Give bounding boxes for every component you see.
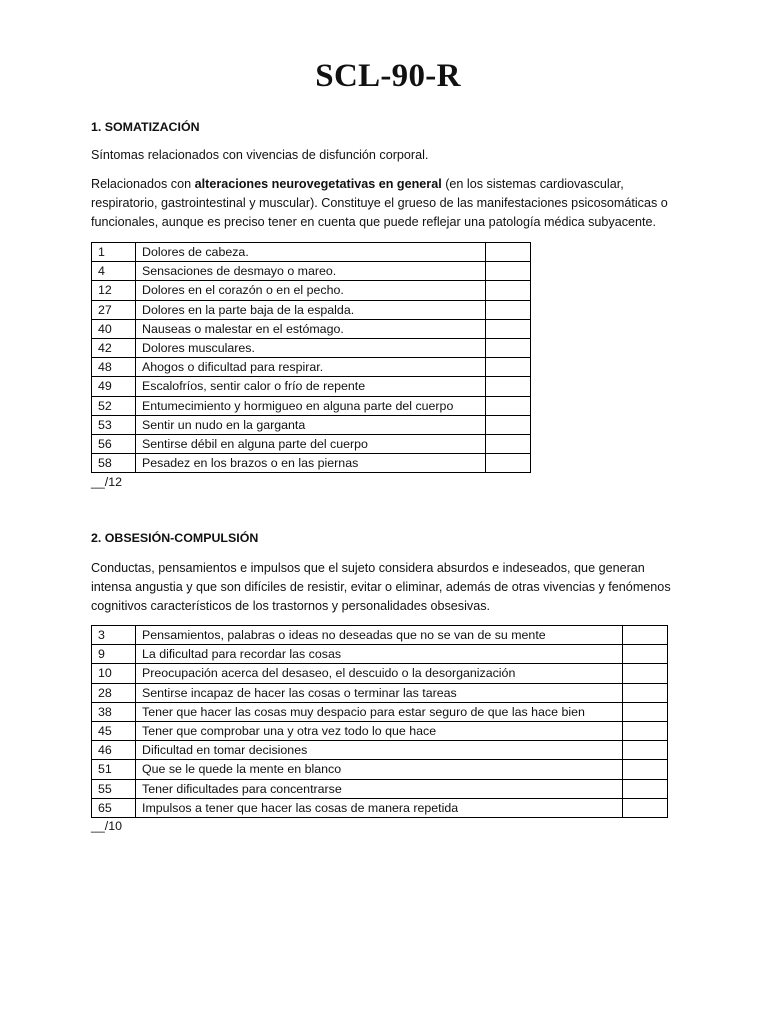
- answer-cell[interactable]: [486, 338, 531, 357]
- answer-cell[interactable]: [486, 319, 531, 338]
- answer-cell[interactable]: [486, 396, 531, 415]
- section-score: __/10: [91, 819, 123, 833]
- table-row: [92, 454, 531, 473]
- answer-cell[interactable]: [623, 683, 668, 702]
- table-row: [92, 798, 668, 817]
- item-number: 3: [92, 626, 136, 645]
- answer-cell[interactable]: [486, 300, 531, 319]
- answer-cell[interactable]: [623, 645, 668, 664]
- item-text: Entumecimiento y hormigueo en alguna parte del cuerpo: [136, 396, 486, 415]
- item-number: 27: [92, 300, 136, 319]
- table-row: [92, 645, 668, 664]
- item-text: Sentirse incapaz de hacer las cosas o terminar las tareas: [136, 683, 623, 702]
- answer-cell[interactable]: [486, 454, 531, 473]
- section-heading-obsesion-compulsion: 2. OBSESIÓN-COMPULSIÓN: [91, 531, 259, 545]
- item-text: Pesadez en los brazos o en las piernas: [136, 454, 486, 473]
- answer-cell[interactable]: [486, 281, 531, 300]
- item-number: 45: [92, 721, 136, 740]
- table-row: [92, 300, 531, 319]
- table-row: [92, 243, 531, 262]
- section-score: __/12: [91, 475, 123, 489]
- section-detail-paragraph: [91, 175, 691, 232]
- item-number: 28: [92, 683, 136, 702]
- table-row: [92, 626, 668, 645]
- answer-cell[interactable]: [486, 358, 531, 377]
- item-text: Tener dificultades para concentrarse: [136, 779, 623, 798]
- item-text: La dificultad para recordar las cosas: [136, 645, 623, 664]
- table-row: [92, 415, 531, 434]
- item-number: 52: [92, 396, 136, 415]
- answer-cell[interactable]: [623, 721, 668, 740]
- item-text: Dolores en el corazón o en el pecho.: [136, 281, 486, 300]
- item-text: Tener que comprobar una y otra vez todo lo que hace: [136, 721, 623, 740]
- item-number: 40: [92, 319, 136, 338]
- item-number: 1: [92, 243, 136, 262]
- item-text: Sentir un nudo en la garganta: [136, 415, 486, 434]
- item-number: 53: [92, 415, 136, 434]
- table-row: [92, 779, 668, 798]
- table-row: [92, 434, 531, 453]
- table-row: [92, 281, 531, 300]
- table-row: [92, 338, 531, 357]
- answer-cell[interactable]: [623, 626, 668, 645]
- table-row: [92, 377, 531, 396]
- detail-text-bold: alteraciones neurovegetativas en general: [194, 177, 442, 191]
- table-row: [92, 683, 668, 702]
- section-description: Conductas, pensamientos e impulsos que el sujeto considera absurdos e indeseados, que generan intensa angustia y que son difíciles de resistir, evitar o eliminar, además de otras vivencias y fenómenos cognitivos característicos de los trastornos y personalidades obsesivas.: [91, 561, 671, 613]
- detail-text-before: Relacionados con: [91, 177, 195, 191]
- item-number: 56: [92, 434, 136, 453]
- table-row: [92, 319, 531, 338]
- answer-cell[interactable]: [486, 243, 531, 262]
- answer-cell[interactable]: [623, 798, 668, 817]
- item-text: Dolores musculares.: [136, 338, 486, 357]
- answer-cell[interactable]: [623, 664, 668, 683]
- item-number: 10: [92, 664, 136, 683]
- table-row: [92, 760, 668, 779]
- table-row: [92, 396, 531, 415]
- item-text: Dolores de cabeza.: [136, 243, 486, 262]
- item-text: Impulsos a tener que hacer las cosas de manera repetida: [136, 798, 623, 817]
- item-number: 51: [92, 760, 136, 779]
- item-text: Dolores en la parte baja de la espalda.: [136, 300, 486, 319]
- item-text: Preocupación acerca del desaseo, el descuido o la desorganización: [136, 664, 623, 683]
- item-text: Nauseas o malestar en el estómago.: [136, 319, 486, 338]
- answer-cell[interactable]: [486, 377, 531, 396]
- answer-cell[interactable]: [486, 415, 531, 434]
- item-text: Sensaciones de desmayo o mareo.: [136, 262, 486, 281]
- item-text: Escalofríos, sentir calor o frío de repente: [136, 377, 486, 396]
- item-text: Ahogos o dificultad para respirar.: [136, 358, 486, 377]
- document-title: SCL-90-R: [315, 58, 461, 94]
- answer-cell[interactable]: [623, 702, 668, 721]
- answer-cell[interactable]: [486, 434, 531, 453]
- section-description: Síntomas relacionados con vivencias de disfunción corporal.: [91, 148, 429, 162]
- table-row: [92, 721, 668, 740]
- item-number: 4: [92, 262, 136, 281]
- table-row: [92, 702, 668, 721]
- item-number: 55: [92, 779, 136, 798]
- item-text: Que se le quede la mente en blanco: [136, 760, 623, 779]
- item-text: Pensamientos, palabras o ideas no deseadas que no se van de su mente: [136, 626, 623, 645]
- item-number: 46: [92, 741, 136, 760]
- obsesion-items-table: [91, 625, 668, 818]
- item-number: 65: [92, 798, 136, 817]
- item-number: 58: [92, 454, 136, 473]
- answer-cell[interactable]: [486, 262, 531, 281]
- table-row: [92, 262, 531, 281]
- item-number: 38: [92, 702, 136, 721]
- item-text: Tener que hacer las cosas muy despacio para estar seguro de que las hace bien: [136, 702, 623, 721]
- item-number: 49: [92, 377, 136, 396]
- table-row: [92, 741, 668, 760]
- item-number: 48: [92, 358, 136, 377]
- item-number: 42: [92, 338, 136, 357]
- item-number: 12: [92, 281, 136, 300]
- section-heading-somatizacion: 1. SOMATIZACIÓN: [91, 120, 200, 134]
- answer-cell[interactable]: [623, 779, 668, 798]
- table-row: [92, 664, 668, 683]
- item-text: Dificultad en tomar decisiones: [136, 741, 623, 760]
- item-number: 9: [92, 645, 136, 664]
- somatizacion-items-table: [91, 242, 531, 473]
- answer-cell[interactable]: [623, 741, 668, 760]
- detail-text-after: (en los sistemas cardiovascular, respiratorio, gastrointestinal y muscular). Constituye el grueso de las manifestaciones psicosomáticas o funcionales, aunque es preciso tener en cuenta que puede reflejar una patología médica subyacente.: [91, 177, 668, 229]
- table-row: [92, 358, 531, 377]
- answer-cell[interactable]: [623, 760, 668, 779]
- item-text: Sentirse débil en alguna parte del cuerpo: [136, 434, 486, 453]
